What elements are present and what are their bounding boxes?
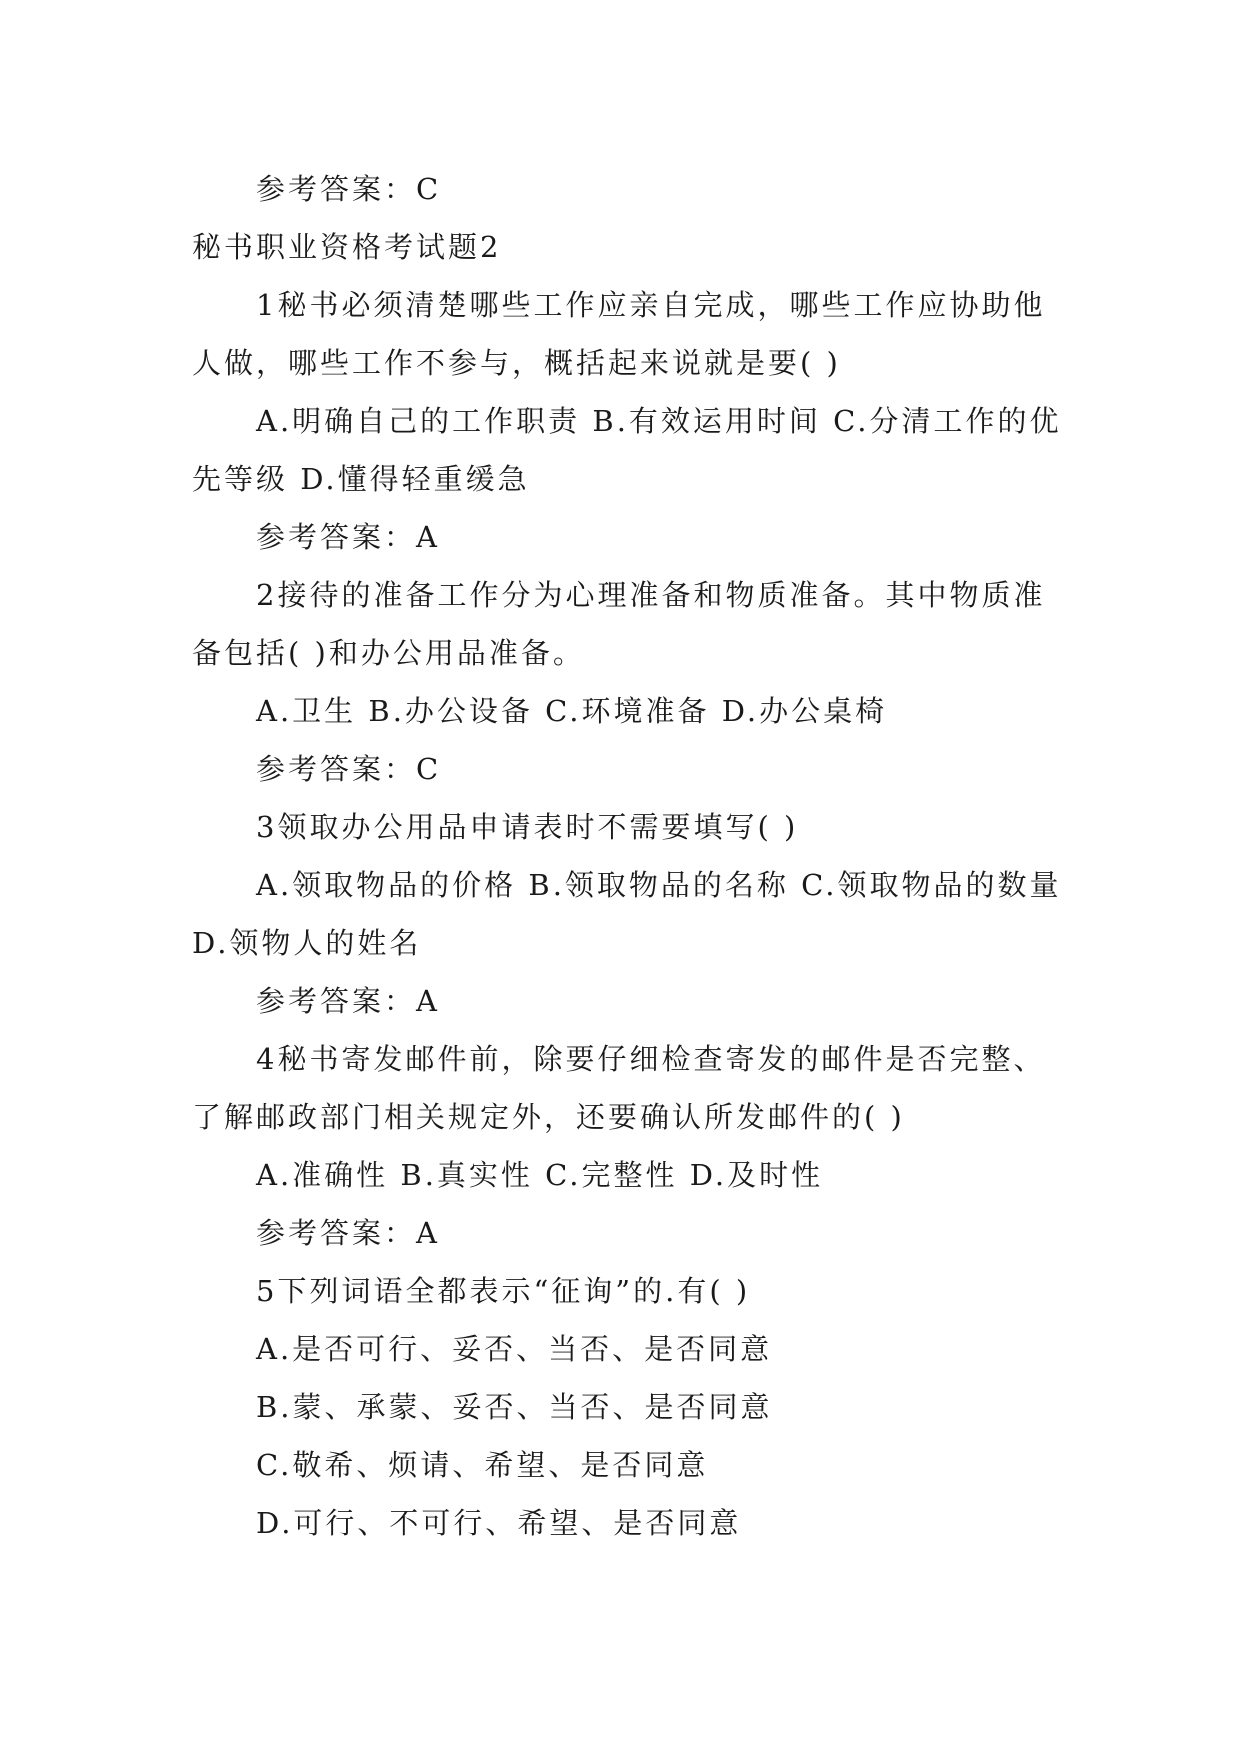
question-5-option-c: C.敬希、烦请、希望、是否同意: [256, 1448, 709, 1482]
answer-line: 参考答案：C: [256, 172, 442, 206]
question-4-answer: 参考答案：A: [256, 1216, 440, 1250]
question-2-answer: 参考答案：C: [256, 752, 442, 786]
question-4: 4秘书寄发邮件前，除要仔细检查寄发的邮件是否完整、了解邮政部门相关规定外，还要确认所发邮件的( ): [192, 1042, 1046, 1134]
section-heading: 秘书职业资格考试题2: [192, 230, 502, 264]
question-4-options: A.准确性 B.真实性 C.完整性 D.及时性: [256, 1158, 824, 1192]
question-5-option-d: D.可行、不可行、希望、是否同意: [256, 1506, 742, 1540]
question-1: 1秘书必须清楚哪些工作应亲自完成，哪些工作应协助他人做，哪些工作不参与，概括起来说就是要( ): [192, 288, 1046, 380]
question-1-options: A.明确自己的工作职责 B.有效运用时间 C.分清工作的优先等级 D.懂得轻重缓急: [192, 404, 1062, 496]
question-2: 2接待的准备工作分为心理准备和物质准备。其中物质准备包括( )和办公用品准备。: [192, 578, 1046, 670]
question-3-options: A.领取物品的价格 B.领取物品的名称 C.领取物品的数量 D.领物人的姓名: [192, 868, 1062, 960]
question-1-answer: 参考答案：A: [256, 520, 440, 554]
question-3: 3领取办公用品申请表时不需要填写( ): [256, 810, 799, 844]
question-5-option-a: A.是否可行、妥否、当否、是否同意: [256, 1332, 773, 1366]
question-2-options: A.卫生 B.办公设备 C.环境准备 D.办公桌椅: [256, 694, 888, 728]
question-5: 5下列词语全都表示“征询”的.有( ): [256, 1274, 751, 1308]
question-3-answer: 参考答案：A: [256, 984, 440, 1018]
question-5-option-b: B.蒙、承蒙、妥否、当否、是否同意: [256, 1390, 773, 1424]
document-body: [192, 160, 1062, 1552]
